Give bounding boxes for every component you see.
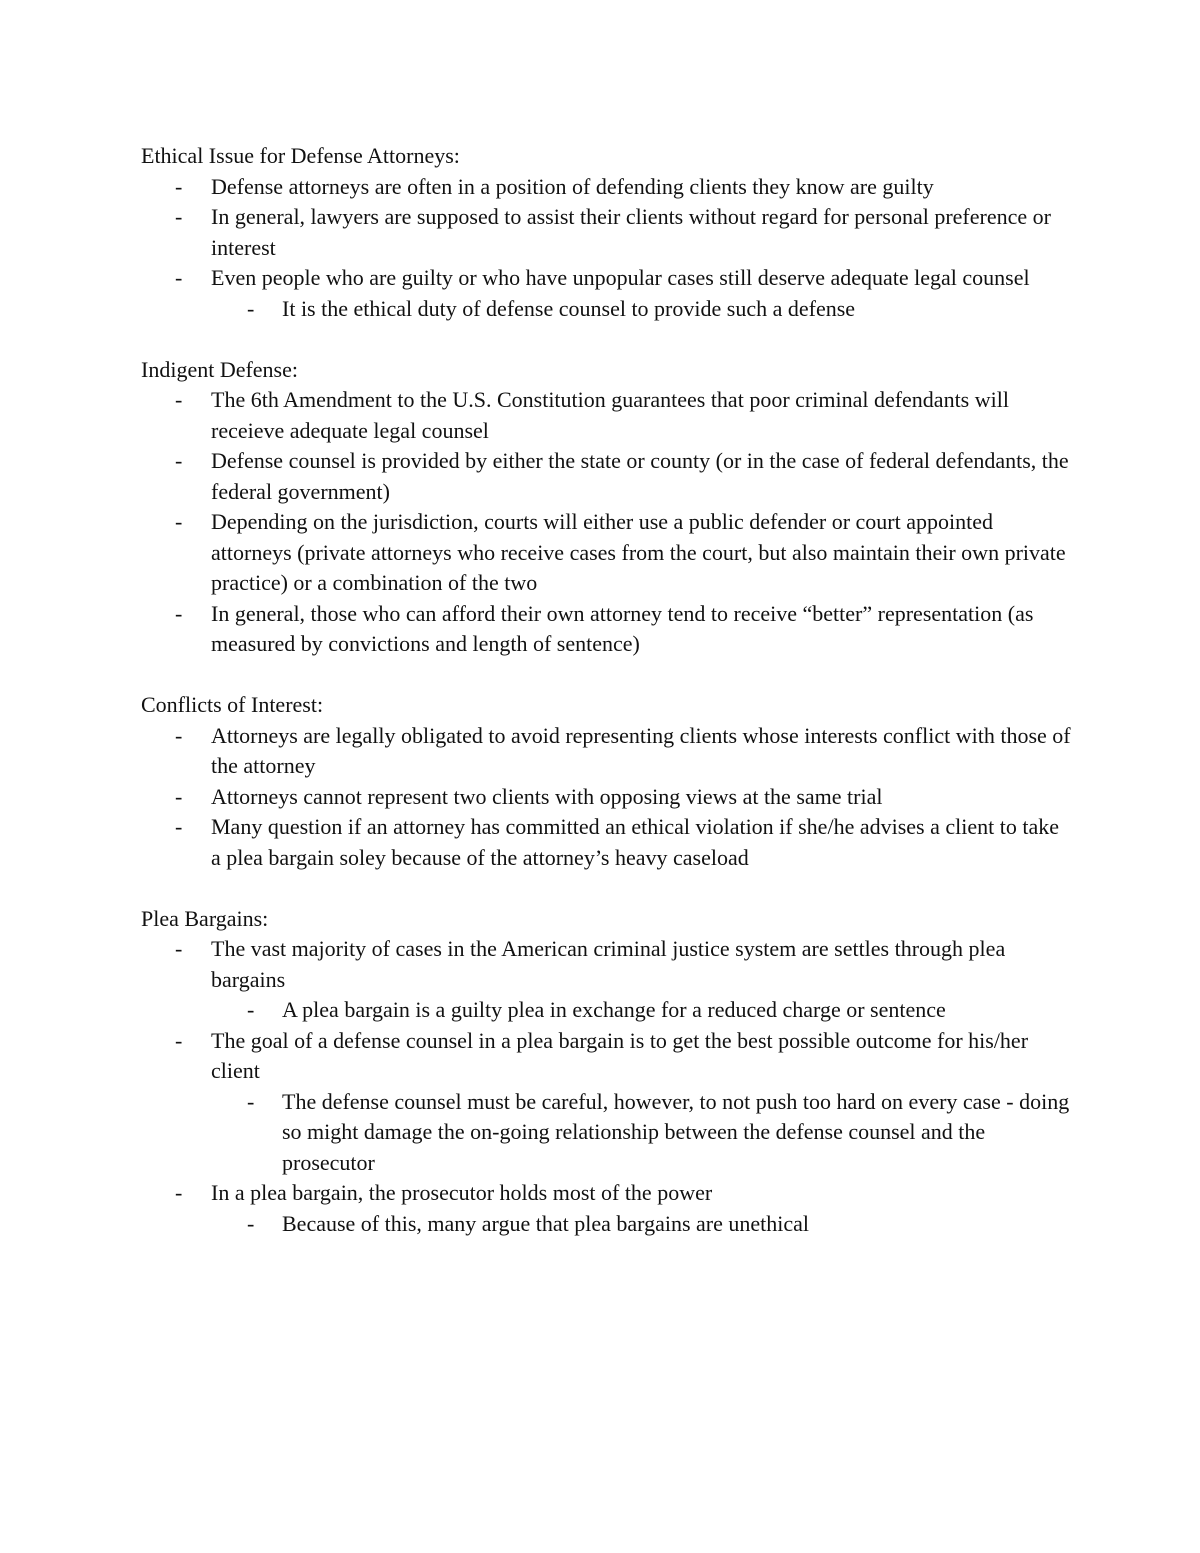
bullet-dash: -	[247, 997, 255, 1022]
list-item	[141, 782, 1071, 813]
list-item-text: Defense attorneys are often in a position of defending clients they know are guilty	[211, 173, 934, 199]
list-item-text: Many question if an attorney has committed an ethical violation if she/he advises a client to take a plea bargain soley because of the attorney’s heavy caseload	[211, 814, 1059, 870]
section-indigent-defense	[141, 355, 1071, 660]
bullet-dash: -	[175, 509, 183, 534]
bullet-dash: -	[175, 204, 183, 229]
bullet-dash: -	[247, 1088, 255, 1114]
section-conflicts-of-interest	[141, 690, 1071, 873]
bullet-dash: -	[175, 387, 183, 412]
section-plea-bargains	[141, 904, 1071, 1240]
section-ethical-issue	[141, 141, 1071, 324]
sub-list-item-text: A plea bargain is a guilty plea in exchange for a reduced charge or sentence	[282, 997, 946, 1022]
list-item	[141, 172, 1071, 203]
section-heading: Plea Bargains:	[141, 905, 269, 931]
list-item	[141, 721, 1071, 782]
list-item	[141, 385, 1071, 446]
sub-list-item	[141, 1209, 1071, 1240]
sub-list-item-text: Because of this, many argue that plea bargains are unethical	[282, 1210, 809, 1236]
sub-list-item	[141, 995, 1071, 1026]
sub-list-item-text: It is the ethical duty of defense counsel to provide such a defense	[282, 295, 856, 321]
sub-list-item	[141, 294, 1071, 325]
list-item-text: Depending on the jurisdiction, courts will either use a public defender or court appointed attorneys (private attorneys who receive cases from the court, but also maintain their own private practice) or a combination of the two	[211, 509, 1066, 595]
list-item	[141, 446, 1071, 507]
bullet-dash: -	[175, 1180, 183, 1205]
list-item	[141, 599, 1071, 660]
sub-list-item-text: The defense counsel must be careful, however, to not push too hard on every case - doing so might damage the on-going relationship between the defense counsel and the prosecutor	[282, 1088, 1070, 1175]
bullet-dash: -	[247, 295, 255, 321]
sub-list-item	[141, 1087, 1071, 1179]
bullet-dash: -	[175, 600, 183, 626]
section-heading: Indigent Defense:	[141, 356, 298, 382]
list-item	[141, 202, 1071, 263]
list-item-text: In general, those who can afford their own attorney tend to receive “better” representation (as measured by convictions and length of sentence)	[211, 600, 1034, 656]
list-item-text: In a plea bargain, the prosecutor holds most of the power	[211, 1180, 713, 1205]
bullet-dash: -	[175, 814, 183, 839]
list-item-text: The vast majority of cases in the American criminal justice system are settles through plea bargains	[211, 936, 1006, 992]
list-item	[141, 1178, 1071, 1209]
section-heading: Conflicts of Interest:	[141, 692, 324, 717]
bullet-dash: -	[175, 173, 183, 199]
list-item-text: Defense counsel is provided by either the state or county (or in the case of federal defendants, the federal government)	[211, 448, 1069, 504]
list-item-text: The goal of a defense counsel in a plea bargain is to get the best possible outcome for his/her client	[211, 1027, 1029, 1083]
bullet-dash: -	[175, 448, 183, 473]
document-content	[141, 141, 1071, 1270]
list-item-text: Even people who are guilty or who have unpopular cases still deserve adequate legal counsel	[211, 265, 1030, 290]
list-item	[141, 1026, 1071, 1087]
list-item-text: Attorneys are legally obligated to avoid representing clients whose interests conflict with those of the attorney	[211, 722, 1071, 778]
list-item	[141, 812, 1071, 873]
section-heading: Ethical Issue for Defense Attorneys:	[141, 143, 460, 168]
list-item-text: In general, lawyers are supposed to assist their clients without regard for personal preference or interest	[211, 204, 1051, 260]
bullet-dash: -	[175, 1027, 183, 1053]
list-item	[141, 263, 1071, 294]
list-item-text: Attorneys cannot represent two clients with opposing views at the same trial	[211, 783, 883, 809]
bullet-dash: -	[175, 265, 183, 290]
list-item	[141, 934, 1071, 995]
list-item-text: The 6th Amendment to the U.S. Constitution guarantees that poor criminal defendants will receieve adequate legal counsel	[211, 387, 1009, 443]
bullet-dash: -	[175, 722, 183, 748]
bullet-dash: -	[175, 936, 183, 961]
bullet-dash: -	[175, 783, 183, 809]
list-item	[141, 507, 1071, 599]
bullet-dash: -	[247, 1210, 255, 1236]
